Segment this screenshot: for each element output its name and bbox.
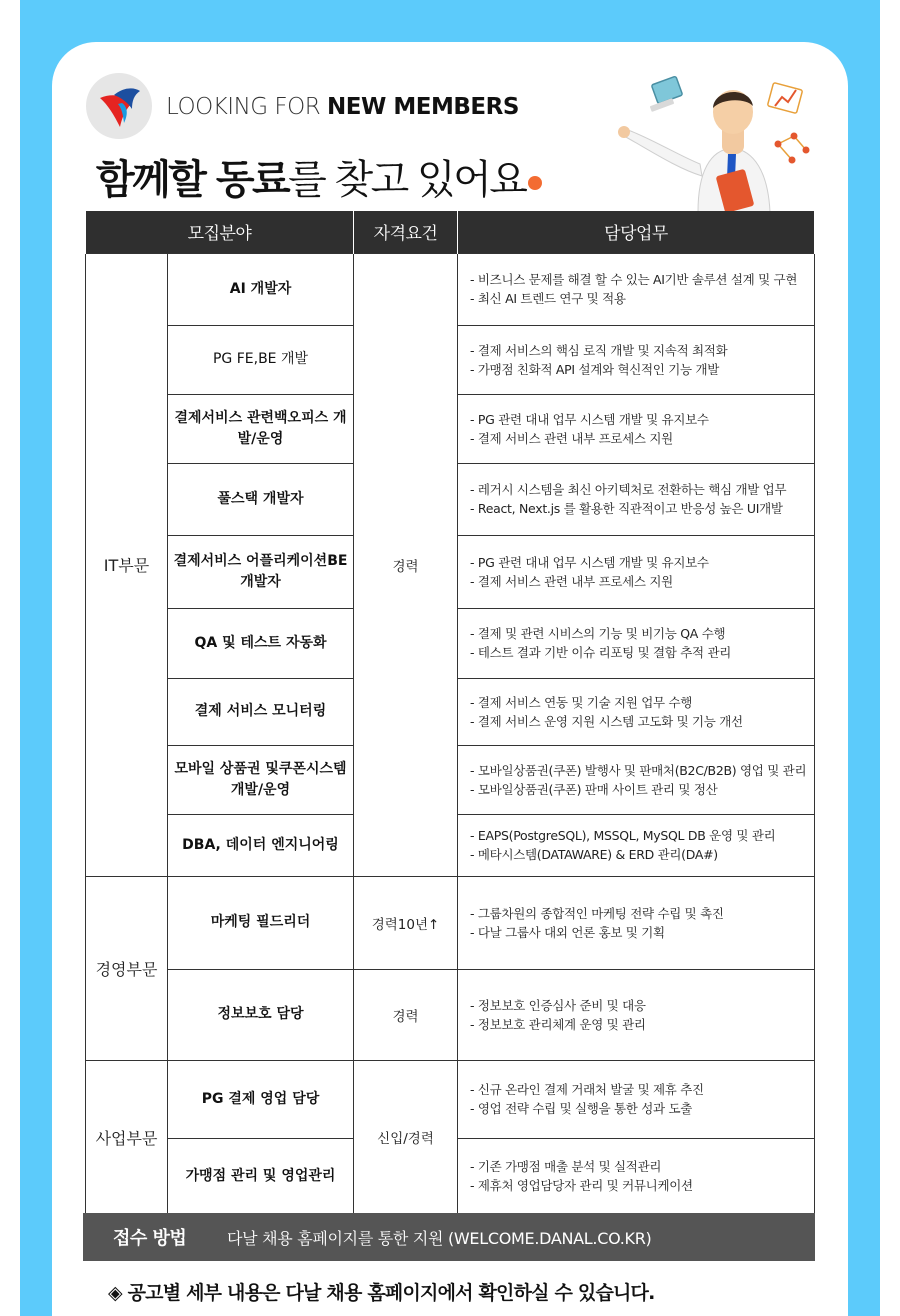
chart-card-icon [767,83,802,114]
tagline-bold: NEW MEMBERS [327,94,519,120]
table-row [86,876,815,969]
apply-method-bar [83,1213,815,1261]
duty-cell: - 정보보호 인증심사 준비 및 대응 - 정보보호 관리체계 운영 및 관리 [458,969,815,1060]
position-cell: 가맹점 관리 및 영업관리 [168,1138,354,1214]
table-row [86,969,815,1060]
duty-cell: - PG 관련 대내 업무 시스템 개발 및 유지보수 - 결제 서비스 관련 내부 프로세스 지원 [458,394,815,463]
apply-url-text: 다날 채용 홈페이지를 통한 지원 (WELCOME.DANAL.CO.KR) [227,1228,652,1248]
qualification-cell: 경력10년↑ [354,876,458,969]
qualification-cell: 경력 [354,969,458,1060]
position-cell: 모바일 상품권 및쿠폰시스템 개발/운영 [168,745,354,814]
header-field: 모집분야 [86,211,354,253]
position-cell: 결제서비스 어플리케이션BE 개발자 [168,535,354,608]
duty-cell: - 비즈니스 문제를 해결 할 수 있는 AI기반 솔루션 설계 및 구현 - 최신 AI 트렌드 연구 및 적용 [458,253,815,325]
position-cell: DBA, 데이터 엔지니어링 [168,814,354,876]
table-header-row [86,211,815,253]
headline-rest: 를 찾고 있어요 [288,157,526,203]
position-cell: PG FE,BE 개발 [168,325,354,394]
duty-cell: - 모바일상품권(쿠폰) 발행사 및 판매처(B2C/B2B) 영업 및 관리 - 모바일상품권(쿠폰) 판매 사이트 관리 및 정산 [458,745,815,814]
duty-cell: - 신규 온라인 결제 거래처 발굴 및 제휴 추진 - 영업 전략 수립 및 실행을 통한 성과 도출 [458,1060,815,1138]
company-logo [86,73,152,139]
notice-text: ◈ 공고별 세부 내용은 다날 채용 홈페이지에서 확인하실 수 있습니다. [108,1282,655,1304]
position-cell: 결제 서비스 모니터링 [168,678,354,745]
duty-cell: - 레거시 시스템을 최신 아키텍처로 전환하는 핵심 개발 업무 - React, Next.js 를 활용한 직관적이고 반응성 높은 UI개발 [458,463,815,535]
qualification-business: 신입/경력 [354,1060,458,1214]
recruitment-table [85,211,815,1215]
duty-cell: - 기존 가맹점 매출 분석 및 실적관리 - 제휴처 영업담당자 관리 및 커뮤니케이션 [458,1138,815,1214]
position-cell: 마케팅 필드리더 [168,876,354,969]
headline-bold: 함께할 동료 [96,157,289,203]
duty-cell: - PG 관련 대내 업무 시스템 개발 및 유지보수 - 결제 서비스 관련 내부 프로세스 지원 [458,535,815,608]
position-cell: AI 개발자 [168,253,354,325]
position-cell: QA 및 테스트 자동화 [168,608,354,678]
table-row [86,253,815,325]
position-cell: 정보보호 담당 [168,969,354,1060]
duty-cell: - EAPS(PostgreSQL), MSSQL, MySQL DB 운영 및 관리 - 메타시스템(DATAWARE) & ERD 관리(DA#) [458,814,815,876]
position-cell: PG 결제 영업 담당 [168,1060,354,1138]
duty-cell: - 결제 서비스 연동 및 기술 지원 업무 수행 - 결제 서비스 운영 지원 시스템 고도화 및 기능 개선 [458,678,815,745]
qualification-it: 경력 [354,253,458,876]
duty-cell: - 결제 서비스의 핵심 로직 개발 및 지속적 최적화 - 가맹점 친화적 API 설계와 혁신적인 기능 개발 [458,325,815,394]
header-duties: 담당업무 [458,211,815,253]
businessman-illustration [610,72,820,212]
accent-dot [528,176,542,190]
dept-business: 사업부문 [86,1060,168,1214]
network-icon [775,133,810,164]
apply-label: 접수 방법 [113,1228,187,1249]
page-title [96,148,525,205]
position-cell: 결제서비스 관련백오피스 개발/운영 [168,394,354,463]
dept-it: IT부문 [86,253,168,876]
duty-cell: - 그룹차원의 종합적인 마케팅 전략 수립 및 촉진 - 다날 그룹사 대외 언론 홍보 및 기획 [458,876,815,969]
duty-cell: - 결제 및 관련 시비스의 기능 및 비기능 QA 수행 - 테스트 결과 기반 이슈 리포팅 및 결함 추적 관리 [458,608,815,678]
monitor-icon [650,76,683,112]
table-row [86,1060,815,1138]
tagline [166,94,519,120]
person-icon [618,90,770,212]
tagline-light: LOOKING FOR [166,94,321,120]
bird-logo-icon [86,73,152,139]
position-cell: 풀스택 개발자 [168,463,354,535]
dept-management: 경영부문 [86,876,168,1060]
header-qualification: 자격요건 [354,211,458,253]
